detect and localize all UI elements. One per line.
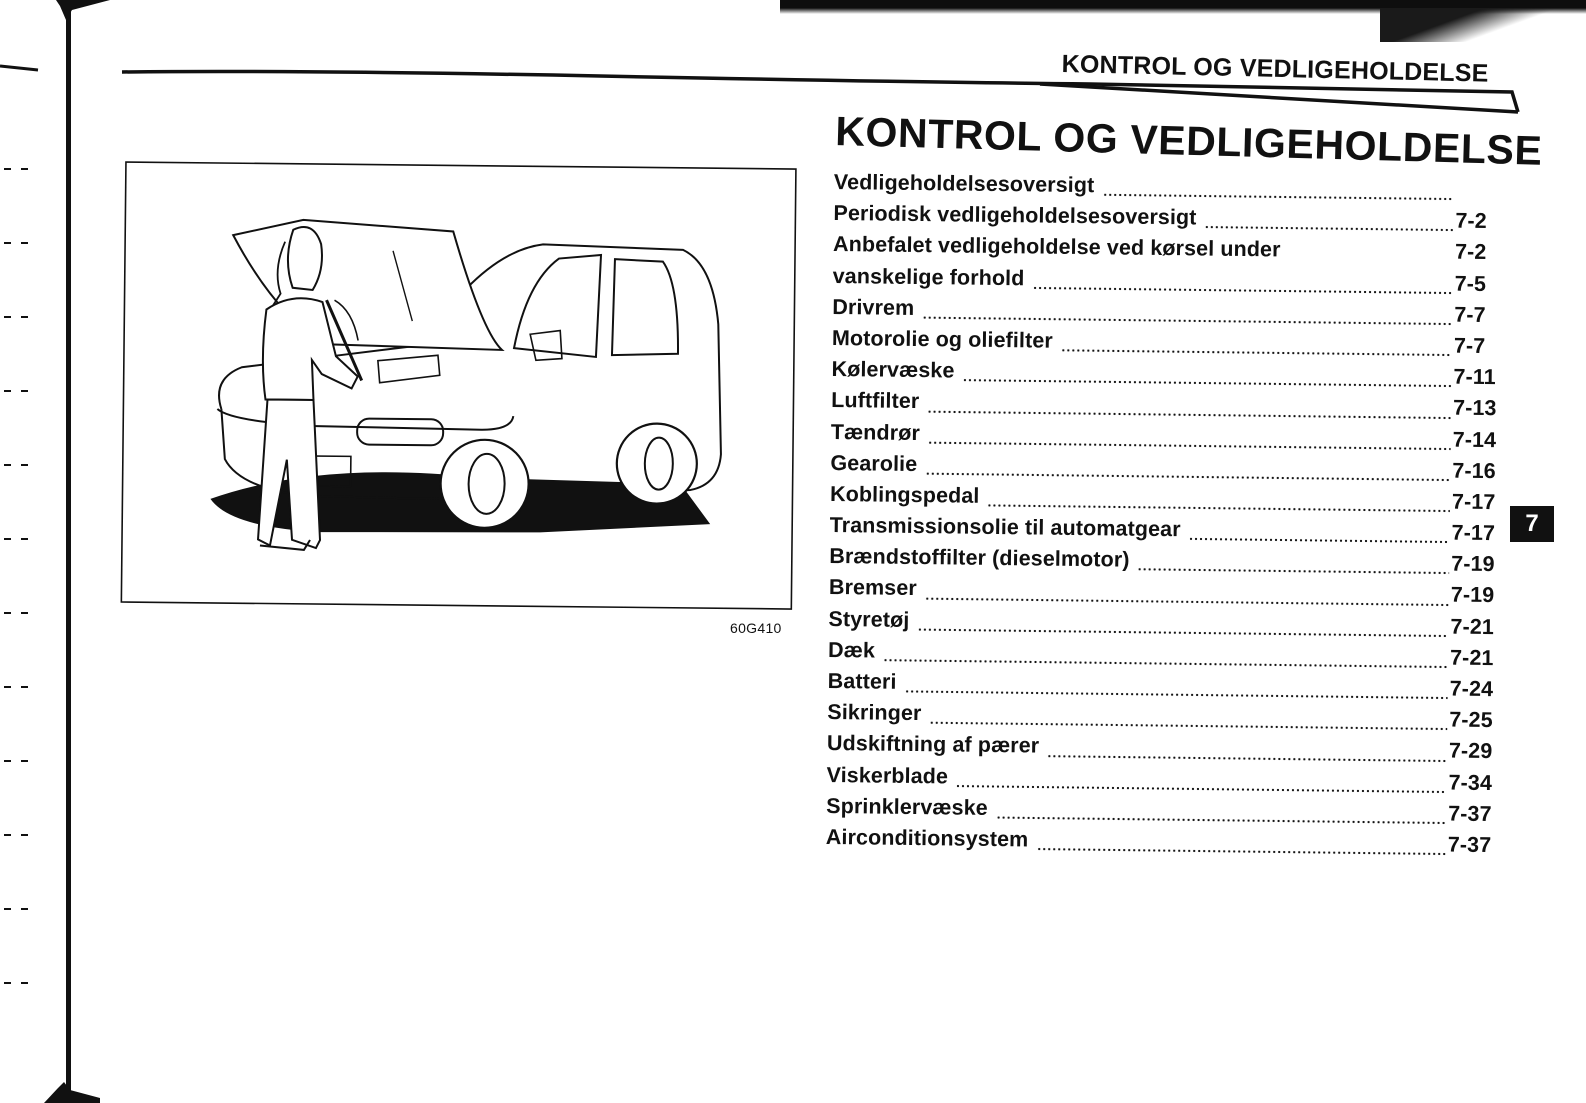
toc-item-title: vanskelige forhold: [832, 263, 1025, 290]
toc-leader-dots: [925, 597, 1449, 606]
car-oil-check-icon: [119, 158, 800, 625]
toc-leader-dots: [1204, 226, 1453, 232]
toc-item-page: 7-5: [1454, 271, 1487, 296]
toc-item-page: 7-29: [1448, 738, 1493, 764]
toc-leader-dots: [956, 784, 1447, 793]
toc-item-page: 7-16: [1452, 458, 1496, 483]
toc-item-title: Styretøj: [828, 606, 910, 632]
toc-item-page: 7-7: [1453, 333, 1486, 358]
chapter-tab-marker[interactable]: 7: [1510, 506, 1554, 542]
toc-item-title: Drivrem: [832, 294, 915, 320]
toc-leader-dots: [925, 472, 1450, 481]
toc-leader-dots: [927, 410, 1451, 419]
toc-item-title: Periodisk vedligeholdelsesoversigt: [833, 201, 1197, 230]
toc-item-page: 7-24: [1449, 676, 1494, 702]
toc-item-page: 7-2: [1454, 239, 1487, 265]
toc-item-page: 7-14: [1452, 427, 1497, 452]
toc-leader-dots: [962, 379, 1451, 388]
toc-leader-dots: [1036, 848, 1445, 856]
toc-item-page: 7-25: [1449, 707, 1493, 733]
toc-leader-dots: [1137, 568, 1449, 575]
toc-item-page: 7-2: [1455, 208, 1487, 234]
toc-item-title: Kølervæske: [831, 357, 955, 383]
toc-leader-dots: [1102, 193, 1454, 200]
toc-leader-dots: [904, 690, 1447, 700]
toc-leader-dots: [929, 722, 1447, 731]
toc-leader-dots: [1061, 349, 1452, 357]
binding-spine-line: [66, 0, 71, 1103]
toc-leader-dots: [996, 816, 1446, 825]
toc-item-page: 7-37: [1448, 801, 1492, 826]
table-of-contents: [826, 170, 1500, 864]
toc-item-title: Motorolie og oliefilter: [831, 325, 1053, 353]
scan-corner-bottom-left: [44, 1080, 100, 1103]
binding-dash-marks: [0, 0, 60, 1103]
toc-item-title: Koblingspedal: [829, 481, 980, 508]
toc-leader-dots: [1032, 286, 1452, 294]
toc-leader-spacer: [1288, 258, 1453, 263]
toc-item-page: 7-11: [1453, 364, 1496, 390]
toc-item-page: 7-19: [1451, 551, 1495, 577]
toc-leader-dots: [987, 504, 1450, 513]
toc-item-page: 7-7: [1454, 302, 1486, 327]
toc-item-page: 7-13: [1452, 395, 1497, 421]
toc-item-page: 7-21: [1449, 645, 1494, 670]
toc-leader-dots: [922, 316, 1452, 325]
toc-item-page: 7-19: [1450, 583, 1495, 608]
toc-leader-dots: [1047, 754, 1447, 762]
toc-item-title: Anbefalet vedligeholdelse ved kørsel under: [832, 232, 1281, 262]
chapter-title: KONTROL OG VEDLIGEHOLDELSE: [834, 108, 1544, 174]
toc-item-page: 7-21: [1450, 614, 1495, 639]
toc-item-title: Sikringer: [827, 700, 922, 726]
toc-item-page: 7-17: [1451, 489, 1496, 514]
toc-item-title: Transmissionsolie til automatgear: [829, 513, 1181, 542]
maintenance-illustration: [119, 158, 800, 625]
toc-item-title: Tændrør: [830, 419, 921, 445]
toc-leader-dots: [883, 659, 1448, 669]
toc-item-title: Batteri: [827, 668, 897, 694]
toc-item-title: Vedligeholdelsesoversigt: [833, 170, 1095, 198]
toc-item-page: 7-17: [1451, 520, 1496, 546]
figure-code: 60G410: [730, 620, 782, 636]
toc-item-page: [1454, 197, 1500, 198]
toc-item-title: Udskiftning af pærer: [826, 731, 1040, 758]
toc-item-title: Sprinklervæske: [826, 793, 988, 820]
toc-leader-dots: [1188, 538, 1449, 544]
toc-item-title: Brændstoffilter (dieselmotor): [829, 544, 1130, 572]
toc-item-title: Dæk: [827, 637, 876, 663]
running-header: KONTROL OG VEDLIGEHOLDELSE: [1061, 50, 1489, 88]
toc-item-title: Viskerblade: [826, 762, 949, 788]
toc-item-page: 7-37: [1447, 832, 1492, 858]
toc-item-page: 7-34: [1448, 770, 1493, 795]
toc-leader-dots: [917, 628, 1448, 637]
toc-item-title: Airconditionsystem: [825, 824, 1029, 852]
toc-item-title: Bremser: [828, 575, 917, 601]
toc-leader-dots: [928, 441, 1451, 450]
toc-item-title: Luftfilter: [831, 388, 920, 414]
toc-item-title: Gearolie: [830, 450, 918, 476]
